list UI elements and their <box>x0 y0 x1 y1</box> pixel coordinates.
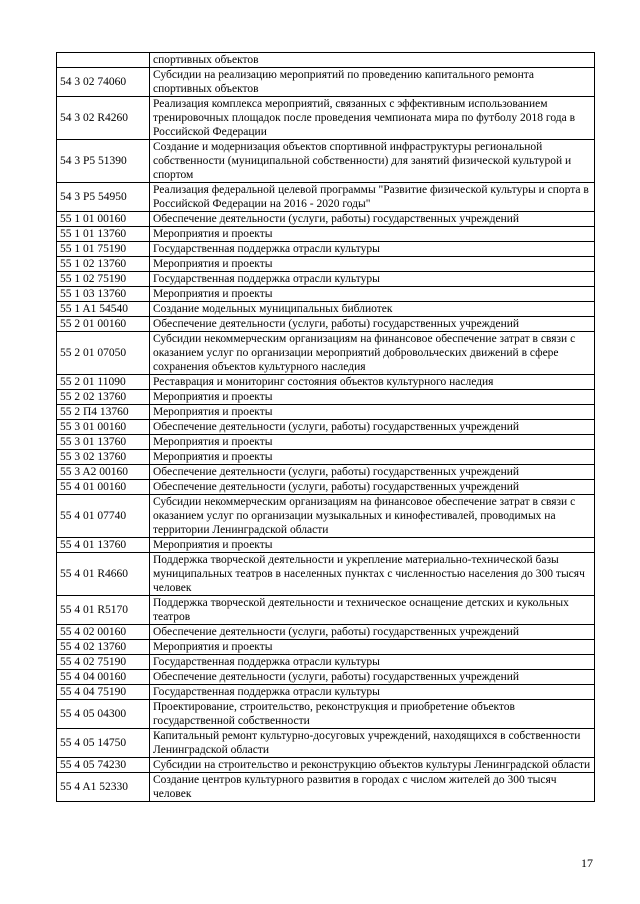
budget-classification-table <box>56 52 595 802</box>
name-cell: Мероприятия и проекты <box>150 390 595 405</box>
code-cell: 55 4 01 00160 <box>57 480 150 495</box>
table-row <box>57 625 595 640</box>
table-row <box>57 480 595 495</box>
name-cell: Мероприятия и проекты <box>150 450 595 465</box>
name-cell: Создание и модернизация объектов спортивной инфраструктуры региональной собственности (муниципальной собственности) для занятий физической культурой и спортом <box>150 140 595 183</box>
code-cell: 55 2 02 13760 <box>57 390 150 405</box>
table-row <box>57 435 595 450</box>
code-cell: 55 2 01 07050 <box>57 332 150 375</box>
code-cell: 55 4 02 75190 <box>57 655 150 670</box>
code-cell: 54 3 P5 51390 <box>57 140 150 183</box>
code-cell: 55 3 02 13760 <box>57 450 150 465</box>
code-cell: 55 2 П4 13760 <box>57 405 150 420</box>
code-cell: 55 4 05 14750 <box>57 729 150 758</box>
name-cell: Государственная поддержка отрасли культуры <box>150 242 595 257</box>
name-cell: Капитальный ремонт культурно-досуговых учреждений, находящихся в собственности Ленинградской области <box>150 729 595 758</box>
table-row <box>57 405 595 420</box>
name-cell: Проектирование, строительство, реконструкция и приобретение объектов государственной собственности <box>150 700 595 729</box>
name-cell: Мероприятия и проекты <box>150 435 595 450</box>
table-row <box>57 183 595 212</box>
table-row <box>57 302 595 317</box>
table-row <box>57 420 595 435</box>
name-cell: Обеспечение деятельности (услуги, работы) государственных учреждений <box>150 317 595 332</box>
table-row <box>57 538 595 553</box>
code-cell: 55 1 A1 54540 <box>57 302 150 317</box>
code-cell: 55 2 01 11090 <box>57 375 150 390</box>
name-cell: Поддержка творческой деятельности и укрепление материально-технической базы муниципальных театров в населенных пунктах с численностью населения до 300 тысяч человек <box>150 553 595 596</box>
table-row <box>57 140 595 183</box>
table-row <box>57 227 595 242</box>
name-cell: Государственная поддержка отрасли культуры <box>150 272 595 287</box>
table-row <box>57 375 595 390</box>
table-row <box>57 640 595 655</box>
name-cell: Мероприятия и проекты <box>150 640 595 655</box>
name-cell: Субсидии на строительство и реконструкцию объектов культуры Ленинградской области <box>150 758 595 773</box>
table-row <box>57 450 595 465</box>
name-cell: Создание модельных муниципальных библиотек <box>150 302 595 317</box>
code-cell: 55 4 A1 52330 <box>57 773 150 802</box>
code-cell: 55 1 01 00160 <box>57 212 150 227</box>
code-cell: 55 4 01 07740 <box>57 495 150 538</box>
table-row <box>57 390 595 405</box>
code-cell: 55 4 01 13760 <box>57 538 150 553</box>
code-cell: 55 4 02 00160 <box>57 625 150 640</box>
name-cell: Субсидии некоммерческим организациям на финансовое обеспечение затрат в связи с оказанием услуг по организации мероприятий добровольческих движений в сфере сохранения объектов культурного наследия <box>150 332 595 375</box>
code-cell: 55 4 02 13760 <box>57 640 150 655</box>
name-cell: Мероприятия и проекты <box>150 227 595 242</box>
code-cell: 55 1 02 13760 <box>57 257 150 272</box>
table-row <box>57 68 595 97</box>
name-cell: Реализация федеральной целевой программы "Развитие физической культуры и спорта в Российской Федерации на 2016 - 2020 годы" <box>150 183 595 212</box>
table-row <box>57 272 595 287</box>
code-cell: 55 1 01 13760 <box>57 227 150 242</box>
code-cell <box>57 53 150 68</box>
table-row <box>57 596 595 625</box>
name-cell: Обеспечение деятельности (услуги, работы) государственных учреждений <box>150 212 595 227</box>
name-cell: Обеспечение деятельности (услуги, работы) государственных учреждений <box>150 480 595 495</box>
table-row <box>57 773 595 802</box>
table-row <box>57 729 595 758</box>
code-cell: 55 1 02 75190 <box>57 272 150 287</box>
code-cell: 55 4 01 R5170 <box>57 596 150 625</box>
code-cell: 55 4 05 74230 <box>57 758 150 773</box>
name-cell: Мероприятия и проекты <box>150 287 595 302</box>
page-number: 17 <box>581 856 593 870</box>
table-row <box>57 53 595 68</box>
name-cell: Мероприятия и проекты <box>150 257 595 272</box>
code-cell: 55 4 01 R4660 <box>57 553 150 596</box>
code-cell: 55 3 A2 00160 <box>57 465 150 480</box>
table-row <box>57 97 595 140</box>
code-cell: 55 4 05 04300 <box>57 700 150 729</box>
table-row <box>57 685 595 700</box>
name-cell: Обеспечение деятельности (услуги, работы) государственных учреждений <box>150 420 595 435</box>
table-row <box>57 257 595 272</box>
table-row <box>57 242 595 257</box>
code-cell: 54 3 P5 54950 <box>57 183 150 212</box>
name-cell: Государственная поддержка отрасли культуры <box>150 685 595 700</box>
name-cell: Субсидии на реализацию мероприятий по проведению капитального ремонта спортивных объектов <box>150 68 595 97</box>
table-row <box>57 670 595 685</box>
code-cell: 54 3 02 R4260 <box>57 97 150 140</box>
code-cell: 55 2 01 00160 <box>57 317 150 332</box>
name-cell: Реставрация и мониторинг состояния объектов культурного наследия <box>150 375 595 390</box>
name-cell: Создание центров культурного развития в городах с числом жителей до 300 тысяч человек <box>150 773 595 802</box>
name-cell: Государственная поддержка отрасли культуры <box>150 655 595 670</box>
name-cell: Поддержка творческой деятельности и техническое оснащение детских и кукольных театров <box>150 596 595 625</box>
code-cell: 55 3 01 00160 <box>57 420 150 435</box>
name-cell: Мероприятия и проекты <box>150 405 595 420</box>
name-cell: Обеспечение деятельности (услуги, работы) государственных учреждений <box>150 670 595 685</box>
table-row <box>57 332 595 375</box>
table-row <box>57 758 595 773</box>
code-cell: 55 1 01 75190 <box>57 242 150 257</box>
table-row <box>57 465 595 480</box>
table-body <box>57 53 595 802</box>
code-cell: 54 3 02 74060 <box>57 68 150 97</box>
table-row <box>57 700 595 729</box>
name-cell: Мероприятия и проекты <box>150 538 595 553</box>
code-cell: 55 1 03 13760 <box>57 287 150 302</box>
name-cell: спортивных объектов <box>150 53 595 68</box>
name-cell: Обеспечение деятельности (услуги, работы) государственных учреждений <box>150 625 595 640</box>
code-cell: 55 3 01 13760 <box>57 435 150 450</box>
table-row <box>57 495 595 538</box>
name-cell: Обеспечение деятельности (услуги, работы) государственных учреждений <box>150 465 595 480</box>
table-row <box>57 287 595 302</box>
code-cell: 55 4 04 00160 <box>57 670 150 685</box>
code-cell: 55 4 04 75190 <box>57 685 150 700</box>
name-cell: Субсидии некоммерческим организациям на финансовое обеспечение затрат в связи с оказанием услуг по организации музыкальных и кинофестивалей, проводимых на территории Ленинградской области <box>150 495 595 538</box>
name-cell: Реализация комплекса мероприятий, связанных с эффективным использованием тренировочных площадок после проведения чемпионата мира по футболу 2018 года в Российской Федерации <box>150 97 595 140</box>
table-row <box>57 317 595 332</box>
table-row <box>57 655 595 670</box>
table-row <box>57 553 595 596</box>
table-row <box>57 212 595 227</box>
